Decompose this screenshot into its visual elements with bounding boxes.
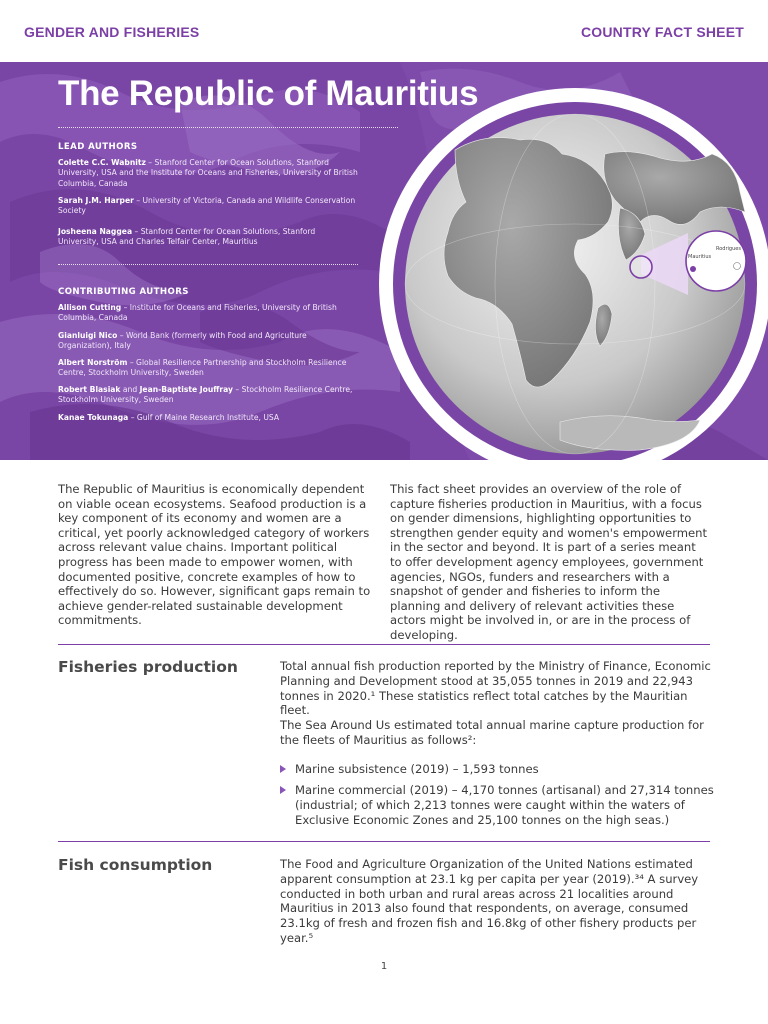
contributing-author	[58, 331, 358, 352]
author-name: Kanae Tokunaga	[58, 413, 129, 422]
list-item-text: Marine subsistence (2019) – 1,593 tonnes	[295, 762, 539, 776]
contributing-author	[58, 303, 358, 324]
list-item-text: Marine commercial (2019) – 4,170 tonnes (artisanal) and 27,314 tonnes (industrial; of which 2,213 tonnes were caught within the waters of Exclusive Economic Zones and 25,100 tonnes on the high seas.)	[295, 783, 714, 827]
fish-consumption-heading: Fish consumption	[58, 856, 213, 874]
lead-author	[58, 196, 358, 217]
author-affiliation: – Stockholm Resilience Centre, Stockholm University, Sweden	[58, 385, 353, 405]
consumption-paragraph: The Food and Agriculture Organization of the United Nations estimated apparent consumption at 23.1 kg per capita per year (2019).³⁴ A survey conducted in both urban and rural areas across 21 localities around Mauritius in 2013 also found that respondents, on average, consumed 23.1kg of fresh and frozen fish and 16.8kg of other fishery products per year.⁵	[280, 857, 699, 945]
title-divider	[58, 127, 398, 128]
fisheries-paragraph-1: Total annual fish production reported by the Ministry of Finance, Economic Planning and Development stood at 35,055 tonnes in 2019 and 22,943 tonnes in 2020.¹ These statistics reflect total catches by the Mauritian fleet.	[280, 659, 711, 718]
page-header	[0, 0, 768, 62]
doc-type-label: COUNTRY FACT SHEET	[580, 24, 744, 40]
author-affiliation: – Stanford Center for Ocean Solutions, Stanford University, USA and Charles Telfair Center, Mauritius	[58, 227, 316, 247]
lead-authors-heading: LEAD AUTHORS	[58, 142, 138, 152]
contributing-author	[58, 385, 358, 406]
author-name: Jean-Baptiste Jouffray	[139, 385, 233, 394]
author-affiliation: – Stanford Center for Ocean Solutions, Stanford University, USA and the Institute for Oceans and Fisheries, University of British Columbia, Canada	[58, 158, 358, 188]
page-title: The Republic of Mauritius	[58, 74, 479, 113]
author-name: Colette C.C. Wabnitz	[58, 158, 146, 167]
intro-paragraph-left: The Republic of Mauritius is economically dependent on viable ocean ecosystems. Seafood production is a key component of its economy and women are a critical, yet poorly acknowledged category of workers across relevant value chains. Important political progress has been made to empower women, with documented positive, concrete examples of how to effectively do so. However, significant gaps remain to achieve gender-related sustainable development commitments.	[58, 482, 371, 628]
contributing-author	[58, 413, 358, 423]
author-name: Gianluigi Nico	[58, 331, 118, 340]
list-item	[280, 783, 718, 827]
author-affiliation: – Institute for Oceans and Fisheries, University of British Columbia, Canada	[58, 303, 337, 323]
list-item	[280, 762, 718, 777]
author-affiliation: – Gulf of Maine Research Institute, USA	[128, 413, 280, 422]
series-label: GENDER AND FISHERIES	[24, 24, 200, 40]
map-label-rodrigues: Rodrigues	[716, 246, 741, 252]
intro-paragraph-right: This fact sheet provides an overview of the role of capture fisheries production in Mauritius, with a focus on gender dimensions, highlighting opportunities to strengthen gender equity and women's empowerment in the sector and beyond. It is part of a series meant to offer development agency employees, government agencies, NGOs, funders and researchers with a snapshot of gender and fisheries to inform the planning and delivery of relevant activities these actors might be involved in, or are in the process of developing.	[390, 482, 708, 642]
author-affiliation: – World Bank (formerly with Food and Agriculture Organization), Italy	[58, 331, 307, 351]
lead-author	[58, 158, 358, 189]
authors-divider	[58, 264, 358, 265]
section-divider	[58, 644, 710, 645]
triangle-bullet-icon	[280, 786, 286, 794]
author-name: Albert Norström	[58, 358, 128, 367]
fisheries-production-heading: Fisheries production	[58, 658, 238, 676]
author-name: Allison Cutting	[58, 303, 122, 312]
lead-author	[58, 227, 358, 248]
map-label-mauritius: Mauritius	[688, 254, 712, 260]
author-affiliation: – University of Victoria, Canada and Wildlife Conservation Society	[58, 196, 356, 216]
contributing-authors-heading: CONTRIBUTING AUTHORS	[58, 287, 189, 297]
author-name: Robert Blasiak	[58, 385, 121, 394]
author-name: Sarah J.M. Harper	[58, 196, 134, 205]
contributing-author	[58, 358, 358, 379]
author-conjunction: and	[120, 385, 140, 394]
section-divider	[58, 841, 710, 842]
triangle-bullet-icon	[280, 765, 286, 773]
page-number: 1	[380, 961, 388, 972]
fisheries-paragraph-2: The Sea Around Us estimated total annual marine capture production for the fleets of Mauritius as follows²:	[280, 718, 704, 747]
author-name: Josheena Naggea	[58, 227, 133, 236]
author-affiliation: – Global Resilience Partnership and Stockholm Resilience Centre, Stockholm University, Sweden	[58, 358, 347, 378]
